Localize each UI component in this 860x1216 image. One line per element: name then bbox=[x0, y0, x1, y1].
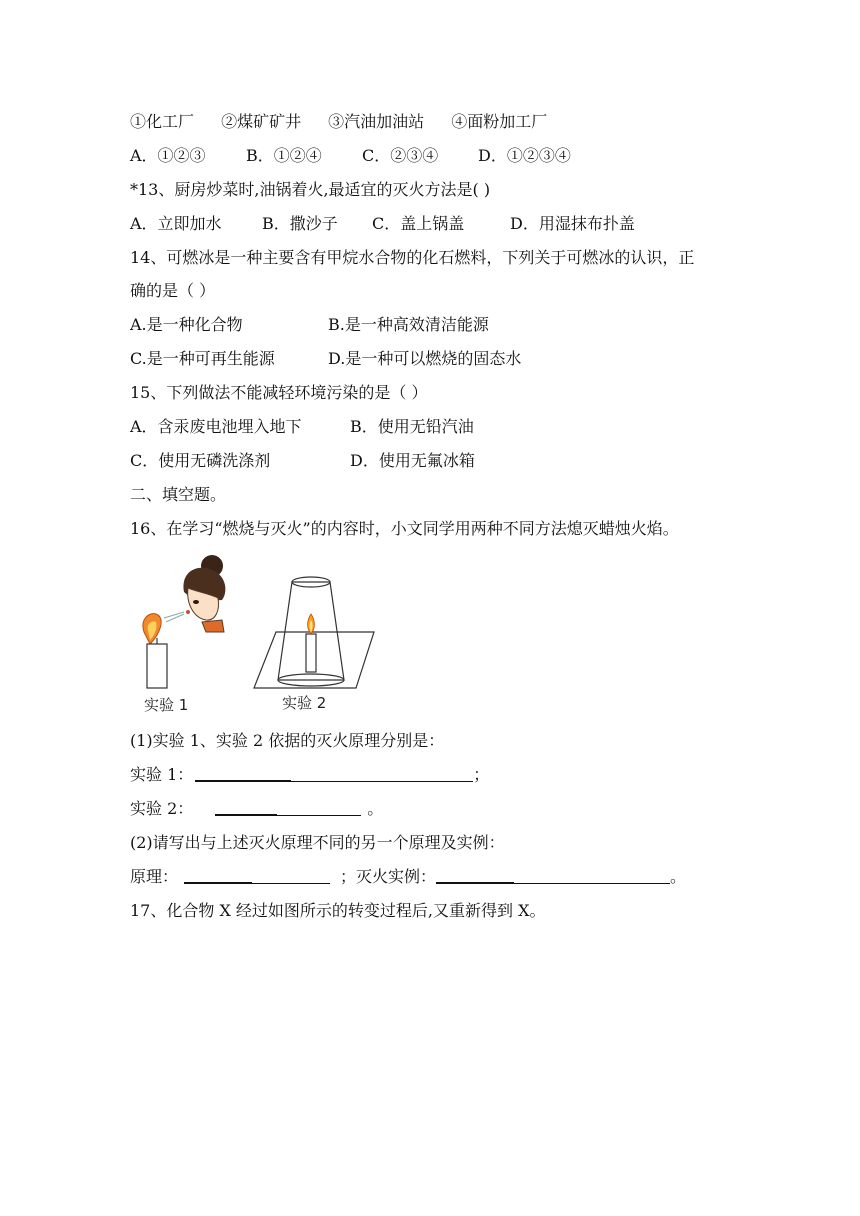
q13-option-d: D．用湿抹布扑盖 bbox=[510, 214, 635, 233]
q15-option-a: A．含汞废电池埋入地下 bbox=[130, 417, 302, 436]
q14-option-a: A.是一种化合物 bbox=[130, 315, 243, 334]
q12-places bbox=[130, 112, 547, 132]
q12-option-d: D．①②③④ bbox=[478, 146, 571, 165]
exp2-end-mark: 。 bbox=[367, 799, 384, 818]
example-end-mark: 。 bbox=[670, 867, 687, 886]
section-heading-fill-in: 二、填空题。 bbox=[130, 485, 227, 504]
principle-label: 原理： bbox=[130, 867, 179, 886]
principle-answer-blank[interactable] bbox=[184, 867, 330, 884]
exp2-label: 实验 2： bbox=[130, 799, 194, 818]
q15-option-b: B．使用无铅汽油 bbox=[350, 417, 474, 436]
q13-stem: *13、厨房炒菜时,油锅着火,最适宜的灭火方法是( ) bbox=[130, 180, 491, 199]
q16-exp2-line bbox=[130, 799, 383, 819]
experiment-1-caption: 实验 1 bbox=[144, 696, 189, 714]
q16-exp1-line bbox=[130, 765, 489, 785]
exp1-answer-blank[interactable] bbox=[195, 765, 473, 782]
q12-places-text: ①化工厂 ②煤矿矿井 ③汽油加油站 ④面粉加工厂 bbox=[130, 112, 548, 131]
example-label: ；灭火实例： bbox=[340, 867, 437, 886]
q15-option-d: D．使用无氟冰箱 bbox=[350, 451, 475, 470]
q14-option-d: D.是一种可以燃烧的固态水 bbox=[328, 349, 522, 368]
q15-option-c: C．使用无磷洗涤剂 bbox=[130, 451, 271, 470]
q16-stem: 16、在学习“燃烧与灭火”的内容时，小文同学用两种不同方法熄灭蜡烛火焰。 bbox=[130, 519, 679, 538]
exp1-end-mark: ； bbox=[473, 765, 490, 784]
q16-part1: (1)实验 1、实验 2 依据的灭火原理分别是： bbox=[130, 731, 445, 750]
q12-option-b: B．①②④ bbox=[246, 146, 322, 165]
q12-option-c: C．②③④ bbox=[362, 146, 439, 165]
q13-option-b: B．撒沙子 bbox=[262, 214, 338, 233]
exp2-answer-blank[interactable] bbox=[215, 799, 361, 816]
example-answer-blank[interactable] bbox=[436, 867, 670, 884]
q14-stem-line1: 14、可燃冰是一种主要含有甲烷水合物的化石燃料，下列关于可燃冰的认识，正 bbox=[130, 248, 695, 267]
q13-option-c: C．盖上锅盖 bbox=[372, 214, 465, 233]
q14-option-c: C.是一种可再生能源 bbox=[130, 349, 275, 368]
experiment-2-caption: 实验 2 bbox=[282, 694, 327, 712]
q14-option-b: B.是一种高效清洁能源 bbox=[328, 315, 489, 334]
q16-principle-line bbox=[130, 867, 686, 887]
q12-option-a: A．①②③ bbox=[130, 146, 206, 165]
q13-option-a: A．立即加水 bbox=[130, 214, 222, 233]
q16-experiment-figure bbox=[130, 548, 382, 718]
exp1-label: 实验 1： bbox=[130, 765, 194, 784]
q15-stem: 15、下列做法不能减轻环境污染的是（ ） bbox=[130, 383, 428, 402]
candle-experiment-2 bbox=[254, 577, 374, 688]
candle-experiment-1 bbox=[143, 614, 167, 688]
q16-part2: (2)请写出与上述灭火原理不同的另一个原理及实例： bbox=[130, 833, 505, 852]
q14-stem-line2: 确的是（ ） bbox=[130, 281, 216, 300]
q17-stem: 17、化合物 X 经过如图所示的转变过程后,又重新得到 X。 bbox=[130, 901, 546, 920]
girl-blowing-illustration bbox=[164, 555, 225, 632]
